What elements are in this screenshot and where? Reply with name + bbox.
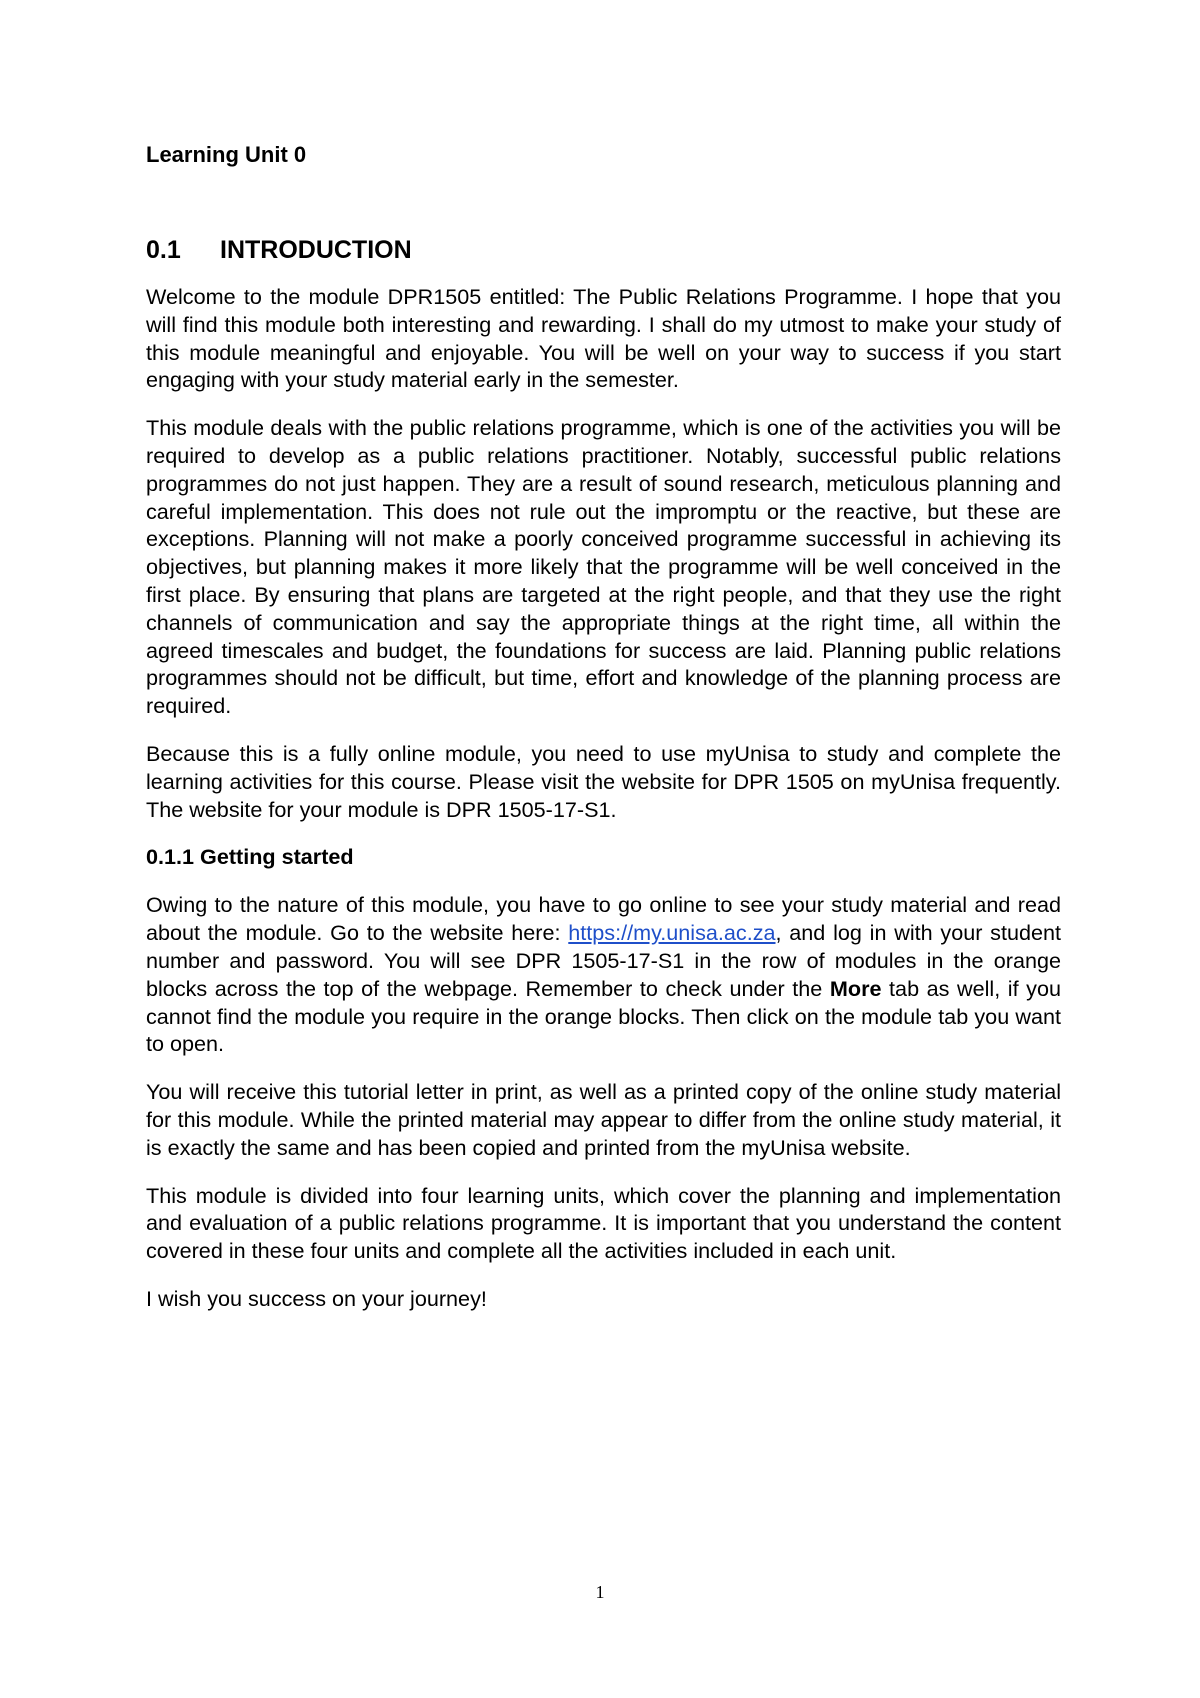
- getting-started-text-1: Owing to the nature of this module, you have to go online to see your study material and read about the module. Go to the website here:: [146, 892, 1061, 946]
- print-paragraph: You will receive this tutorial letter in print, as well as a printed copy of the online study material for this module. While the printed material may appear to differ from the online study material, it is exactly the same and has been copied and printed from the myUnisa website.: [146, 1079, 1061, 1160]
- intro-paragraph-2: This module deals with the public relations programme, which is one of the activities you will be required to develop as a public relations practitioner. Notably, successful public relations programmes do not just happen. They are a result of sound research, meticulous planning and careful implementation. This does not rule out the impromptu or the reactive, but these are exceptions. Planning will not make a poorly conceived programme successful in achieving its objectives, but planning makes it more likely that the programme will be well conceived in the first place. By ensuring that plans are targeted at the right people, and that they use the right channels of communication and say the appropriate things at the right time, all within the agreed timescales and budget, the foundations for success are laid. Planning public relations programmes should not be difficult, but time, effort and knowledge of the planning process are required.: [146, 415, 1061, 719]
- page-number: 1: [595, 1582, 605, 1602]
- section-heading: [146, 233, 1061, 267]
- intro-paragraph-1: Welcome to the module DPR1505 entitled: The Public Relations Programme. I hope that you will find this module both interesting and rewarding. I shall do my utmost to make your study of this module meaningful and enjoyable. You will be well on your way to success if you start engaging with your study material early in the semester.: [146, 284, 1061, 393]
- page-content: [146, 140, 1061, 1313]
- getting-started-text-3: tab as well, if you cannot find the module you require in the orange blocks. Then click on the module tab you want to open.: [146, 975, 1061, 1057]
- intro-paragraph-3: Because this is a fully online module, you need to use myUnisa to study and complete the learning activities for this course. Please visit the website for DPR 1505 on myUnisa frequently. The website for your module is DPR 1505-17-S1.: [146, 740, 1061, 822]
- getting-started-paragraph: [146, 891, 1061, 1058]
- section-number: 0.1: [146, 236, 181, 264]
- closing-paragraph: I wish you success on your journey!: [146, 1285, 487, 1311]
- more-tab-bold: More: [829, 975, 882, 1001]
- myunisa-link[interactable]: https://my.unisa.ac.za: [568, 920, 776, 946]
- getting-started-text-2: , and log in with your student number and password. You will see DPR 1505-17-S1 in the row of modules in the orange blocks across the top of the webpage. Remember to check under the: [146, 920, 1061, 1001]
- unit-label: Learning Unit 0: [146, 142, 307, 167]
- subsection-heading: 0.1.1 Getting started: [146, 844, 354, 870]
- section-title: INTRODUCTION: [220, 236, 412, 264]
- units-paragraph: This module is divided into four learning units, which cover the planning and implementation and evaluation of a public relations programme. It is important that you understand the content covered in these four units and complete all the activities included in each unit.: [146, 1182, 1061, 1264]
